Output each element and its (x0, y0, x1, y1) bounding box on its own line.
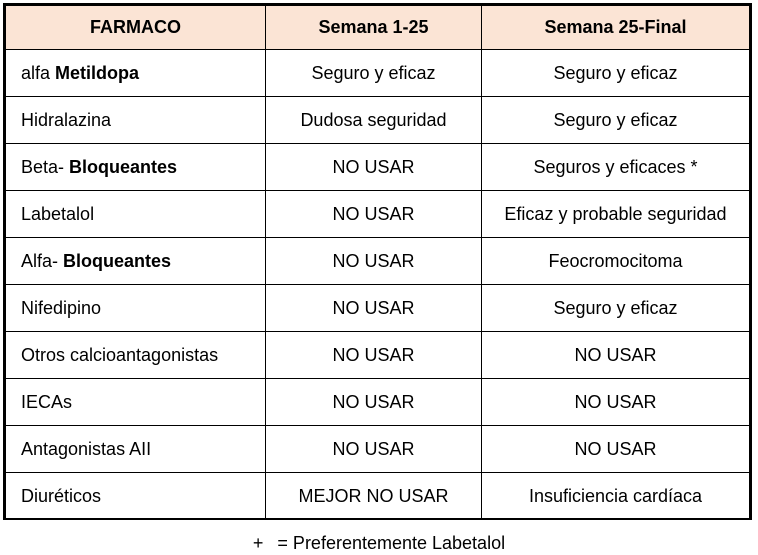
week-1-25-cell: NO USAR (266, 238, 482, 285)
drug-name-prefix: Nifedipino (21, 297, 102, 318)
drug-name-cell (6, 97, 266, 144)
drug-name-bold: Bloqueantes (63, 250, 172, 271)
drug-name-bold: Metildopa (55, 62, 140, 83)
drug-name-prefix: Otros calcioantagonistas (21, 344, 219, 365)
drug-name-cell (6, 50, 266, 97)
drug-name-cell (6, 238, 266, 285)
table-row (6, 97, 750, 144)
drug-name-prefix: Beta- (21, 156, 70, 177)
table-row (6, 191, 750, 238)
table-row (6, 50, 750, 97)
week-1-25-cell: NO USAR (266, 285, 482, 332)
footnote-symbol: + (252, 533, 264, 553)
header-week-25-final: Semana 25-Final (482, 6, 750, 50)
week-25-final-cell: Insuficiencia cardíaca (482, 473, 750, 520)
drug-table-container (3, 3, 752, 520)
week-1-25-cell: NO USAR (266, 426, 482, 473)
drug-name-cell (6, 332, 266, 379)
drug-name-prefix: Diuréticos (21, 485, 102, 506)
table-header-row (6, 6, 750, 50)
drug-name-prefix: IECAs (21, 391, 73, 412)
week-1-25-cell: NO USAR (266, 144, 482, 191)
drug-name-prefix: Hidralazina (21, 109, 112, 130)
week-25-final-cell: Eficaz y probable seguridad (482, 191, 750, 238)
table-row (6, 285, 750, 332)
week-25-final-cell: Feocromocitoma (482, 238, 750, 285)
drug-name-bold: Bloqueantes (69, 156, 178, 177)
table-row (6, 332, 750, 379)
footnote (0, 532, 758, 554)
table-row (6, 379, 750, 426)
week-1-25-cell: NO USAR (266, 191, 482, 238)
week-1-25-cell: Dudosa seguridad (266, 97, 482, 144)
week-1-25-cell: Seguro y eficaz (266, 50, 482, 97)
week-25-final-cell: Seguro y eficaz (482, 285, 750, 332)
week-25-final-cell: Seguros y eficaces * (482, 144, 750, 191)
header-week-1-25: Semana 1-25 (266, 6, 482, 50)
week-25-final-cell: NO USAR (482, 332, 750, 379)
week-25-final-cell: Seguro y eficaz (482, 97, 750, 144)
drug-name-prefix: alfa (21, 62, 56, 83)
week-25-final-cell: NO USAR (482, 426, 750, 473)
drug-name-cell (6, 426, 266, 473)
week-1-25-cell: NO USAR (266, 379, 482, 426)
week-25-final-cell: Seguro y eficaz (482, 50, 750, 97)
table-row (6, 144, 750, 191)
table-row (6, 426, 750, 473)
drug-name-cell (6, 144, 266, 191)
header-farmaco: FARMACO (6, 6, 266, 50)
drug-name-prefix: Antagonistas AII (21, 438, 152, 459)
week-1-25-cell: MEJOR NO USAR (266, 473, 482, 520)
week-1-25-cell: NO USAR (266, 332, 482, 379)
table-row (6, 238, 750, 285)
week-25-final-cell: NO USAR (482, 379, 750, 426)
drug-name-cell (6, 379, 266, 426)
drug-safety-table (5, 5, 750, 520)
drug-name-cell (6, 285, 266, 332)
drug-name-cell (6, 473, 266, 520)
drug-name-prefix: Labetalol (21, 203, 95, 224)
table-row (6, 473, 750, 520)
footnote-text: = Preferentemente Labetalol (277, 533, 506, 553)
drug-name-prefix: Alfa- (21, 250, 64, 271)
drug-name-cell (6, 191, 266, 238)
